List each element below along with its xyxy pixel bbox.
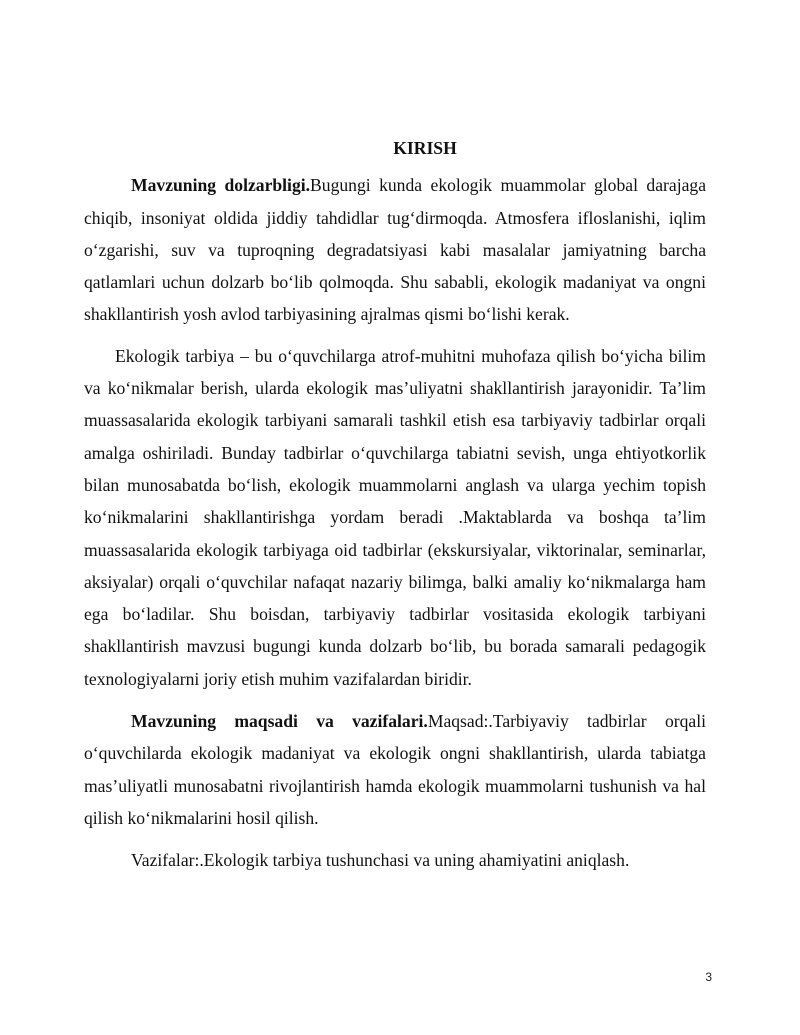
paragraph-goals <box>84 705 706 834</box>
section-heading: KIRISH <box>393 138 457 158</box>
paragraph-tasks <box>84 844 706 876</box>
page-content <box>84 132 706 877</box>
paragraph-relevance-title: Mavzuning dolzarbligi. <box>131 175 311 196</box>
paragraph-goals-title: Mavzuning maqsadi va vazifalari. <box>131 711 428 732</box>
page-number: 3 <box>705 970 712 984</box>
paragraph-relevance-text: Bugungi kunda ekologik muammolar global darajaga chiqib, insoniyat oldida jiddiy tahdidlar tug‘dirmoqda. Atmosfera ifloslanishi, iqlim o‘zgarishi, suv va tuproqning degradatsiyasi kabi masalalar jamiyatning barcha qatlamlari uchun dolzarb bo‘lib qolmoqda. Shu sababli, ekologik madaniyat va ongni shakllantirish yosh avlod tarbiyasining ajralmas qismi bo‘lishi kerak. <box>84 175 706 325</box>
paragraph-tasks-text: Vazifalar:.Ekologik tarbiya tushunchasi va uning ahamiyatini aniqlash. <box>131 850 630 871</box>
paragraph-goals-text: Maqsad:.Tarbiyaviy tadbirlar orqali o‘quvchilarda ekologik madaniyat va ekologik ongni shakllantirish, ularda tabiatga mas’uliyatli munosabatni rivojlantirish hamda ekologik muammolarni tushunish va hal qilish ko‘nikmalarini hosil qilish. <box>84 711 706 828</box>
paragraph-ecological-education <box>84 340 706 695</box>
paragraph-relevance <box>84 169 706 330</box>
paragraph-ecological-education-text: Ekologik tarbiya – bu o‘quvchilarga atrof-muhitni muhofaza qilish bo‘yicha bilim va ko‘nikmalar berish, ularda ekologik mas’uliyatni shakllantirish jarayonidir. Ta’lim muassasalarida ekologik tarbiyani samarali tashkil etish esa tarbiyaviy tadbirlar orqali amalga oshiriladi. Bunday tadbirlar o‘quvchilarga tabiatni sevish, unga ehtiyotkorlik bilan munosabatda bo‘lish, ekologik muammolarni anglash va ularga yechim topish ko‘nikmalarini shakllantirishga yordam beradi .Maktablarda va boshqa ta’lim muassasalarida ekologik tarbiyaga oid tadbirlar (ekskursiyalar, viktorinalar, seminarlar, aksiyalar) orqali o‘quvchilar nafaqat nazariy bilimga, balki amaliy ko‘nikmalarga ham ega bo‘ladilar. Shu boisdan, tarbiyaviy tadbirlar vositasida ekologik tarbiyani shakllantirish mavzusi bugungi kunda dolzarb bo‘lib, bu borada samarali pedagogik texnologiyalarni joriy etish muhim vazifalardan biridir. <box>84 345 706 689</box>
